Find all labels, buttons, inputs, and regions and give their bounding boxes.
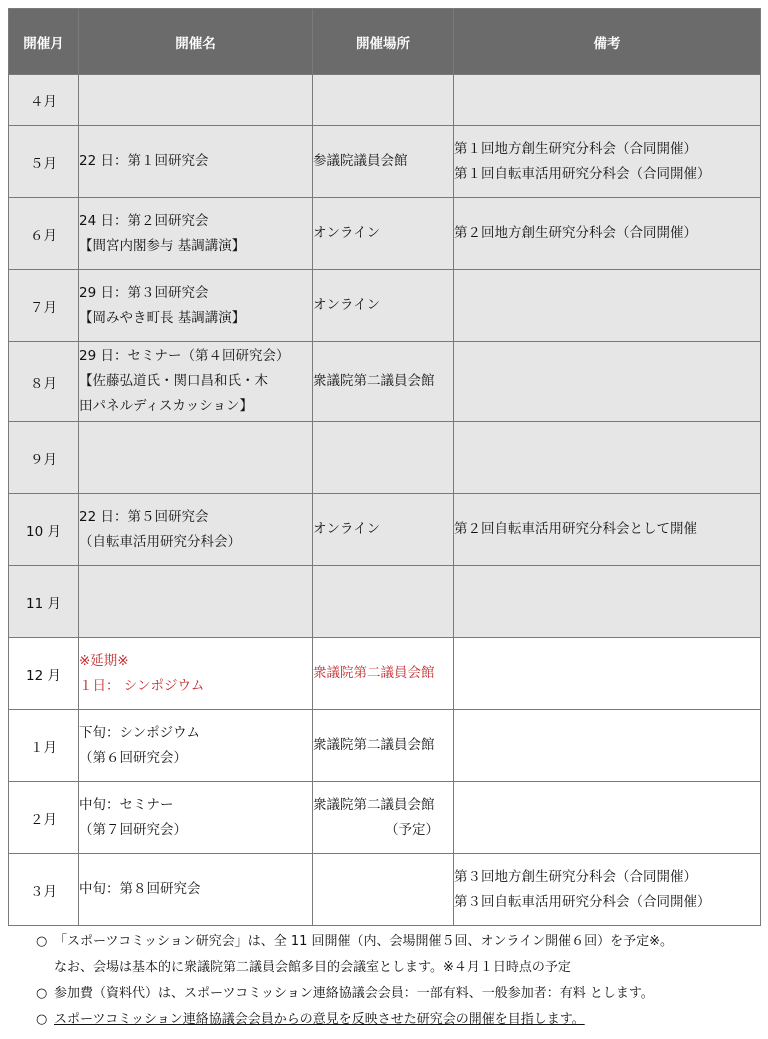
notes-cell (454, 782, 761, 854)
month-cell: 10 月 (9, 494, 79, 566)
footnote-2 (36, 981, 760, 1007)
table-row (9, 270, 761, 342)
venue-cell (313, 342, 454, 422)
venue-cell (313, 494, 454, 566)
month-cell: ６月 (9, 198, 79, 270)
month-cell: ４月 (9, 75, 79, 126)
event-line: 中旬：セミナー (79, 796, 174, 813)
venue-cell (313, 422, 454, 494)
circle-bullet-icon: ○ (36, 986, 48, 1001)
event-cell (79, 342, 313, 422)
notes-cell (454, 75, 761, 126)
event-cell (79, 75, 313, 126)
table-row (9, 342, 761, 422)
notes-cell (454, 566, 761, 638)
table-row (9, 638, 761, 710)
notes-line: 第２回地方創生研究分科会（合同開催） (454, 225, 697, 241)
month-cell: 12 月 (9, 638, 79, 710)
event-line: 下旬：シンポジウム (79, 724, 201, 741)
month-cell: ８月 (9, 342, 79, 422)
footnotes (8, 929, 760, 1033)
venue-cell (313, 782, 454, 854)
notes-cell (454, 270, 761, 342)
notes-cell (454, 638, 761, 710)
postponed-label: ※延期※ (79, 652, 129, 669)
notes-cell (454, 126, 761, 198)
circle-bullet-icon: ○ (36, 1012, 48, 1027)
venue-tentative-label: （予定） (385, 821, 439, 838)
event-line: 22 日：第１回研究会 (79, 153, 209, 169)
notes-line: 第１回地方創生研究分科会（合同開催） (454, 140, 697, 157)
notes-line: 第３回地方創生研究分科会（合同開催） (454, 868, 697, 885)
schedule-table (8, 8, 761, 926)
event-cell (79, 422, 313, 494)
venue-line: 衆議院第二議員会館 (313, 665, 435, 681)
table-row (9, 782, 761, 854)
table-header-row (9, 9, 761, 75)
event-cell (79, 566, 313, 638)
venue-cell (313, 198, 454, 270)
footnote-1-continued: なお、会場は基本的に衆議院第二議員会館多目的会議室とします。※４月１日時点の予定 (54, 960, 571, 975)
event-line: （自転車活用研究分科会） (79, 533, 241, 550)
notes-cell (454, 854, 761, 926)
venue-cell (313, 566, 454, 638)
month-cell: ３月 (9, 854, 79, 926)
event-line: 中旬：第８回研究会 (79, 881, 201, 897)
table-row (9, 854, 761, 926)
circle-bullet-icon: ○ (36, 934, 48, 949)
footnote-2-text: 参加費（資料代）は、スポーツコミッション連絡協議会会員：一部有料、一般参加者：有料 とします。 (54, 986, 654, 1001)
footnote-3 (36, 1007, 760, 1033)
month-cell: 11 月 (9, 566, 79, 638)
venue-line: オンライン (313, 297, 381, 313)
notes-line: 第３回自転車活用研究分科会（合同開催） (454, 893, 711, 910)
event-cell (79, 710, 313, 782)
event-line: 【間宮内閣参与 基調講演】 (79, 237, 246, 254)
event-line: 【佐藤弘道氏・関口昌和氏・木 (79, 373, 268, 389)
table-row (9, 75, 761, 126)
venue-cell (313, 75, 454, 126)
venue-cell (313, 854, 454, 926)
footnote-1 (36, 929, 760, 955)
header-month: 開催月 (9, 9, 79, 75)
venue-cell (313, 638, 454, 710)
header-event: 開催名 (79, 9, 313, 75)
month-cell: ９月 (9, 422, 79, 494)
event-cell (79, 270, 313, 342)
venue-cell (313, 126, 454, 198)
venue-cell (313, 710, 454, 782)
event-cell (79, 638, 313, 710)
event-cell (79, 126, 313, 198)
event-line: 【岡みやき町長 基調講演】 (79, 309, 246, 326)
event-cell (79, 198, 313, 270)
venue-line: 参議院議員会館 (313, 153, 408, 169)
month-cell: ５月 (9, 126, 79, 198)
notes-cell (454, 422, 761, 494)
event-cell (79, 494, 313, 566)
footnote-3-text: スポーツコミッション連絡協議会会員からの意見を反映させた研究会の開催を目指します。 (54, 1012, 585, 1027)
venue-line: オンライン (313, 521, 381, 537)
notes-cell (454, 342, 761, 422)
event-line: 29 日：セミナー（第４回研究会） (79, 348, 290, 364)
event-line: 24 日：第２回研究会 (79, 212, 209, 229)
table-row (9, 126, 761, 198)
venue-line: 衆議院第二議員会館 (313, 796, 435, 813)
table-row (9, 566, 761, 638)
table-row (9, 422, 761, 494)
notes-line: 第２回自転車活用研究分科会として開催 (454, 521, 697, 537)
event-line: 29 日：第３回研究会 (79, 284, 209, 301)
notes-cell (454, 198, 761, 270)
notes-cell (454, 710, 761, 782)
venue-line: 衆議院第二議員会館 (313, 737, 435, 753)
table-row (9, 198, 761, 270)
venue-line: 衆議院第二議員会館 (313, 373, 435, 389)
footnote-1-text: 「スポーツコミッション研究会」は、全 11 回開催（内、会場開催５回、オンライン開催６回）を予定※。 (54, 934, 674, 949)
notes-line: 第１回自転車活用研究分科会（合同開催） (454, 165, 711, 182)
month-cell: ２月 (9, 782, 79, 854)
venue-line: オンライン (313, 225, 381, 241)
event-cell (79, 854, 313, 926)
event-line: 田パネルディスカッション】 (79, 398, 254, 414)
event-cell (79, 782, 313, 854)
event-line: １日： シンポジウム (79, 677, 205, 694)
event-line: （第７回研究会） (79, 821, 187, 838)
header-venue: 開催場所 (313, 9, 454, 75)
month-cell: ７月 (9, 270, 79, 342)
month-cell: １月 (9, 710, 79, 782)
venue-cell (313, 270, 454, 342)
event-line: （第６回研究会） (79, 749, 187, 766)
table-row (9, 710, 761, 782)
schedule-document (8, 8, 760, 1033)
event-line: 22 日：第５回研究会 (79, 508, 209, 525)
notes-cell (454, 494, 761, 566)
table-row (9, 494, 761, 566)
header-notes: 備考 (454, 9, 761, 75)
